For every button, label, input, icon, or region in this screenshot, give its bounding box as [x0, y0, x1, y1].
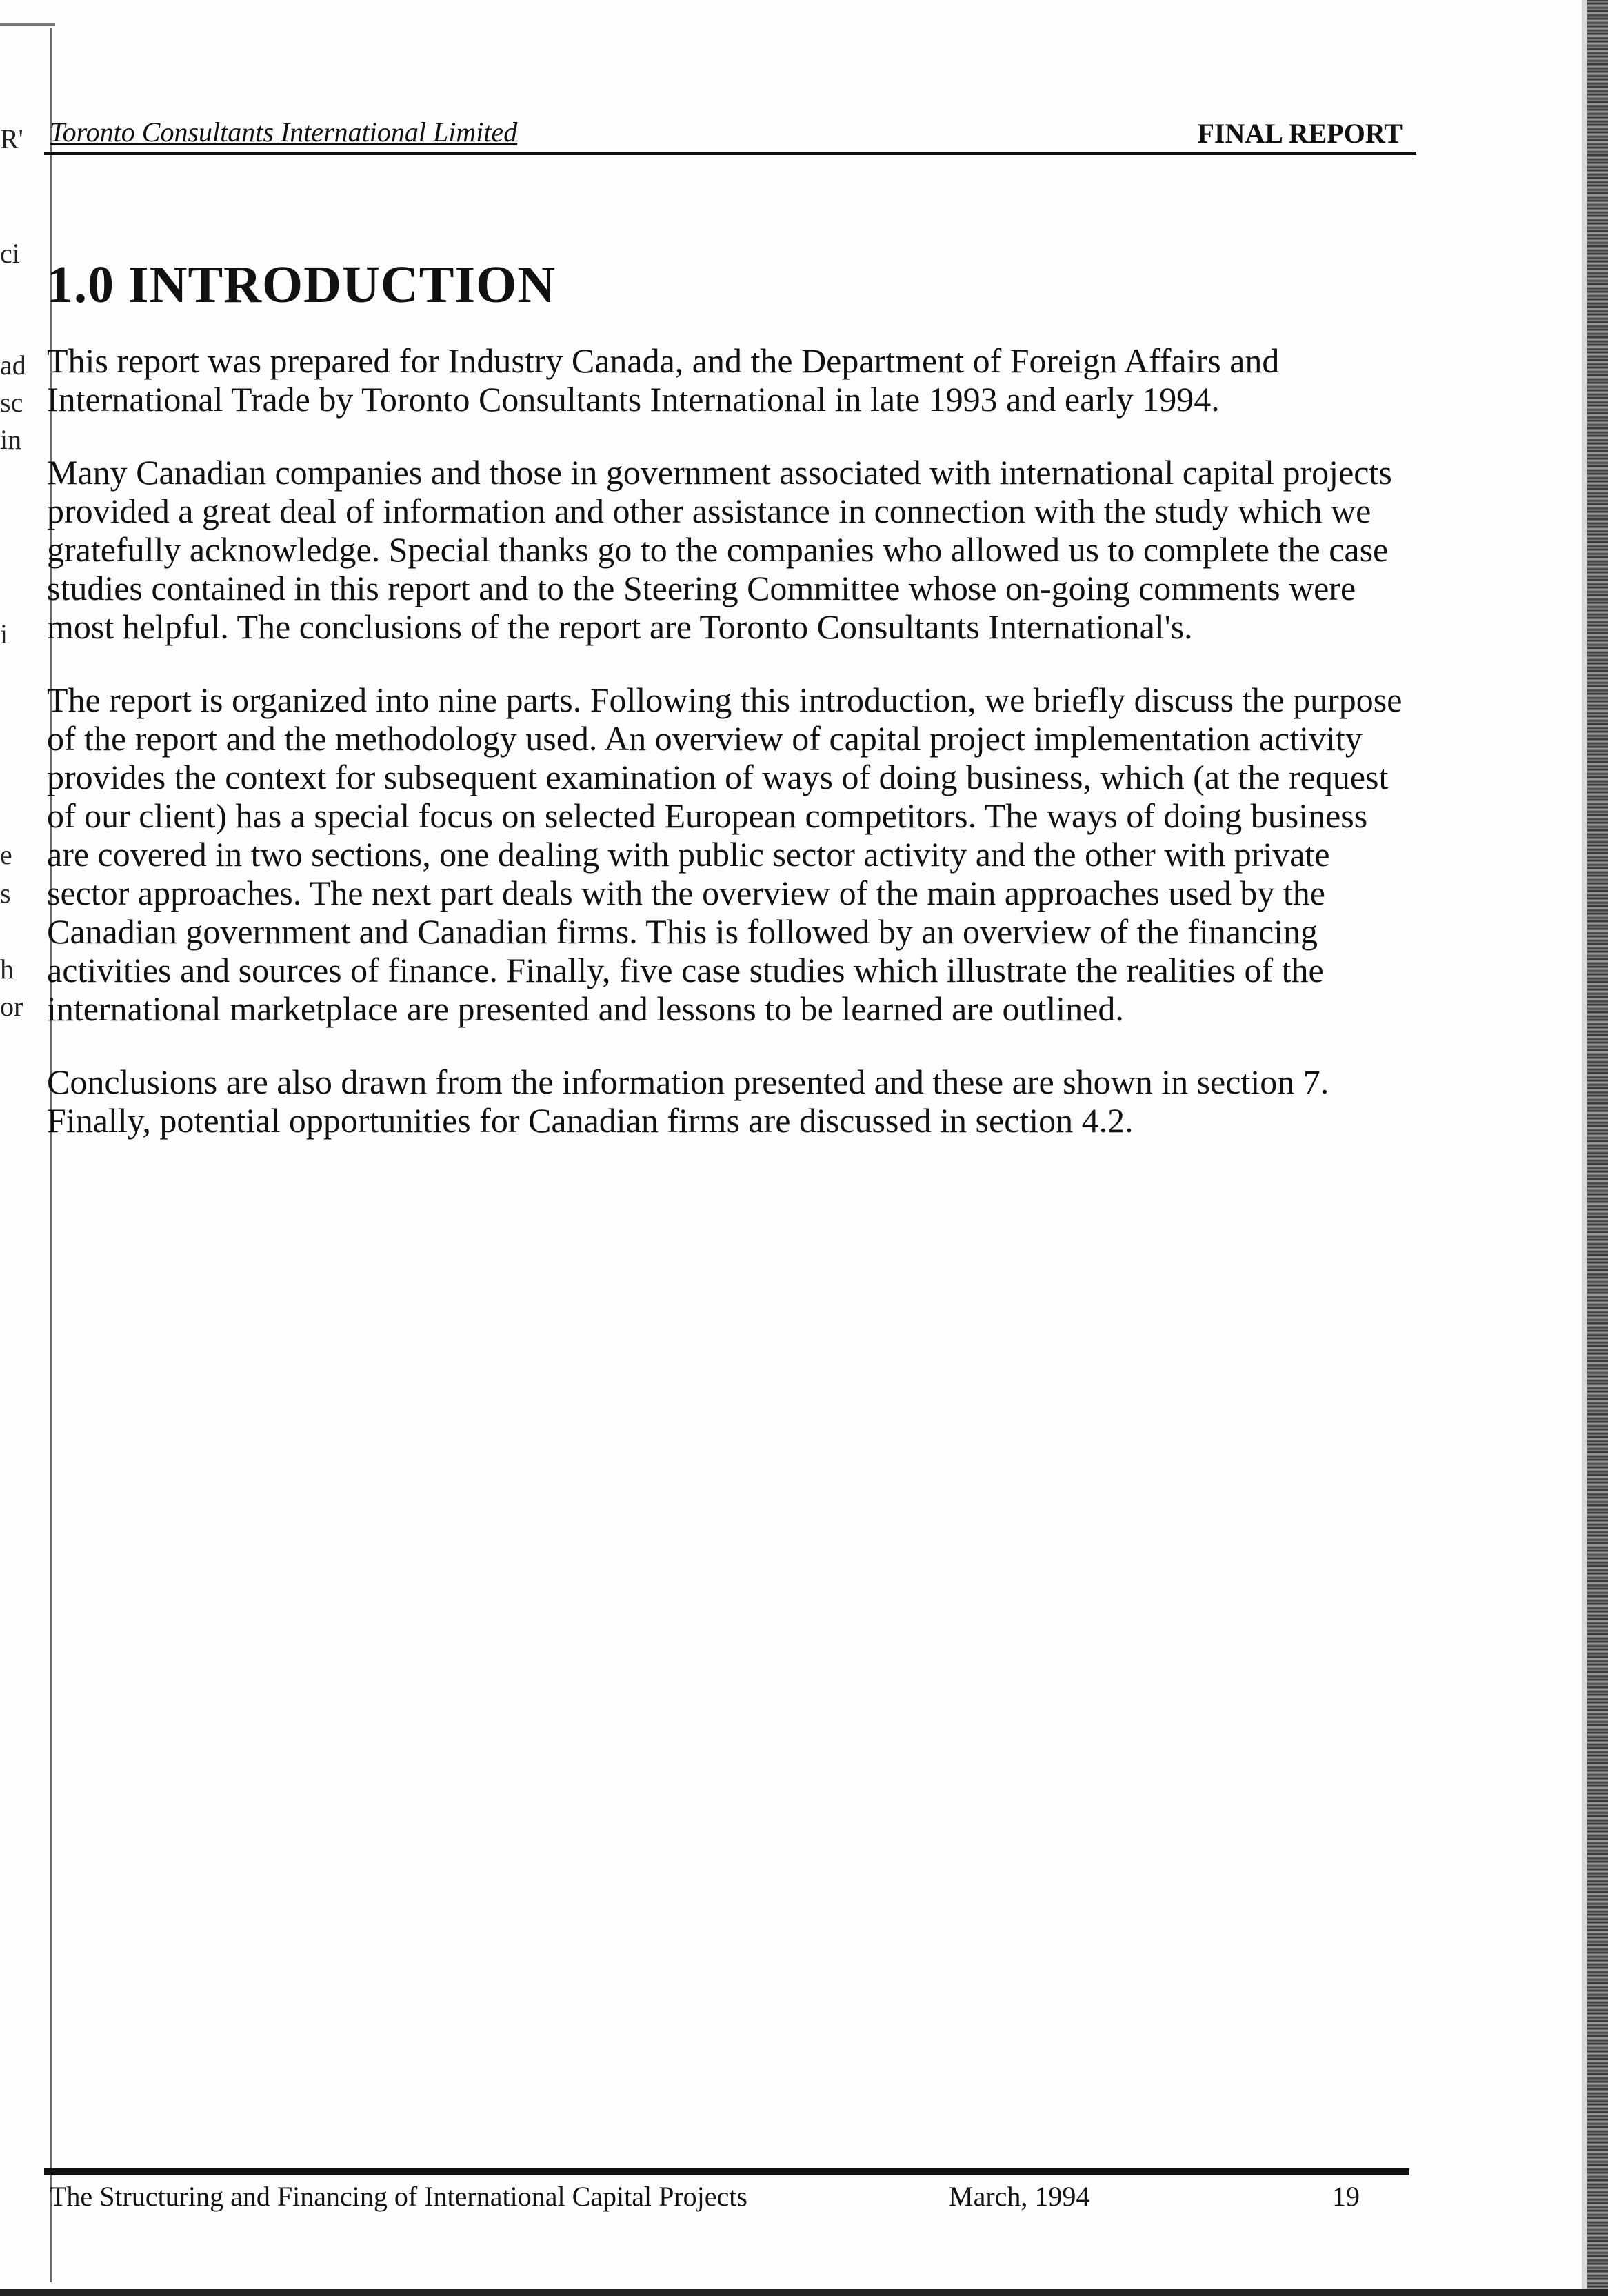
margin-fragment: h	[0, 954, 14, 985]
paragraph: Conclusions are also drawn from the information presented and these are shown in section 7. Finally, potential opportunities for Canadian firms are discussed in section 4.2.	[47, 1063, 1329, 1140]
document-title: The Structuring and Financing of International Capital Projects	[50, 2181, 747, 2212]
margin-fragment: in	[0, 424, 22, 455]
margin-fragment: ad	[0, 350, 26, 381]
page-edge-shadow	[1582, 0, 1587, 2296]
main-content	[47, 255, 1412, 1174]
paragraph: This report was prepared for Industry Canada, and the Department of Foreign Affairs and International Trade by Toronto Consultants International in late 1993 and early 1994.	[47, 341, 1280, 419]
margin-fragment: s	[0, 878, 11, 909]
section-title: 1.0 INTRODUCTION	[47, 256, 556, 314]
document-date: March, 1994	[949, 2181, 1090, 2212]
company-name: Toronto Consultants International Limited	[50, 117, 518, 148]
scan-bottom-edge	[0, 2289, 1608, 2296]
scan-mark	[0, 23, 55, 26]
footer-rule	[44, 2168, 1409, 2175]
paragraph: The report is organized into nine parts. Following this introduction, we briefly discuss the purpose of the report and the methodology used. An overview of capital project implementation activity provides the context for subsequent examination of ways of doing business, which (at the request of our client) has a special focus on selected European competitors. The ways of doing business are covered in two sections, one dealing with public sector activity and the other with private sector approaches. The next part deals with the overview of the main approaches used by the Canadian government and Canadian firms. This is followed by an overview of the financing activities and sources of finance. Finally, five case studies which illustrate the realities of the international marketplace are presented and lessons to be learned are outlined.	[47, 681, 1403, 1028]
page-header	[44, 113, 1416, 154]
page-footer	[44, 2180, 1409, 2222]
margin-fragment: sc	[0, 387, 23, 418]
paragraph: Many Canadian companies and those in government associated with international capital projects provided a great deal of information and other assistance in connection with the study which we gratefully acknowledge. Special thanks go to the companies who allowed us to complete the case studies contained in this report and to the Steering Committee whose on-going comments were most helpful. The conclusions of the report are Toronto Consultants International's.	[47, 453, 1392, 646]
report-label: FINAL REPORT	[1197, 118, 1403, 149]
margin-fragment: ci	[0, 238, 20, 269]
margin-fragment: or	[0, 991, 23, 1022]
margin-fragment: e	[0, 839, 12, 870]
margin-fragment: i	[0, 618, 8, 649]
header-rule	[44, 152, 1416, 155]
scan-edge	[1587, 0, 1608, 2296]
page-number: 19	[1332, 2181, 1360, 2212]
margin-fragment: R'	[0, 123, 23, 154]
